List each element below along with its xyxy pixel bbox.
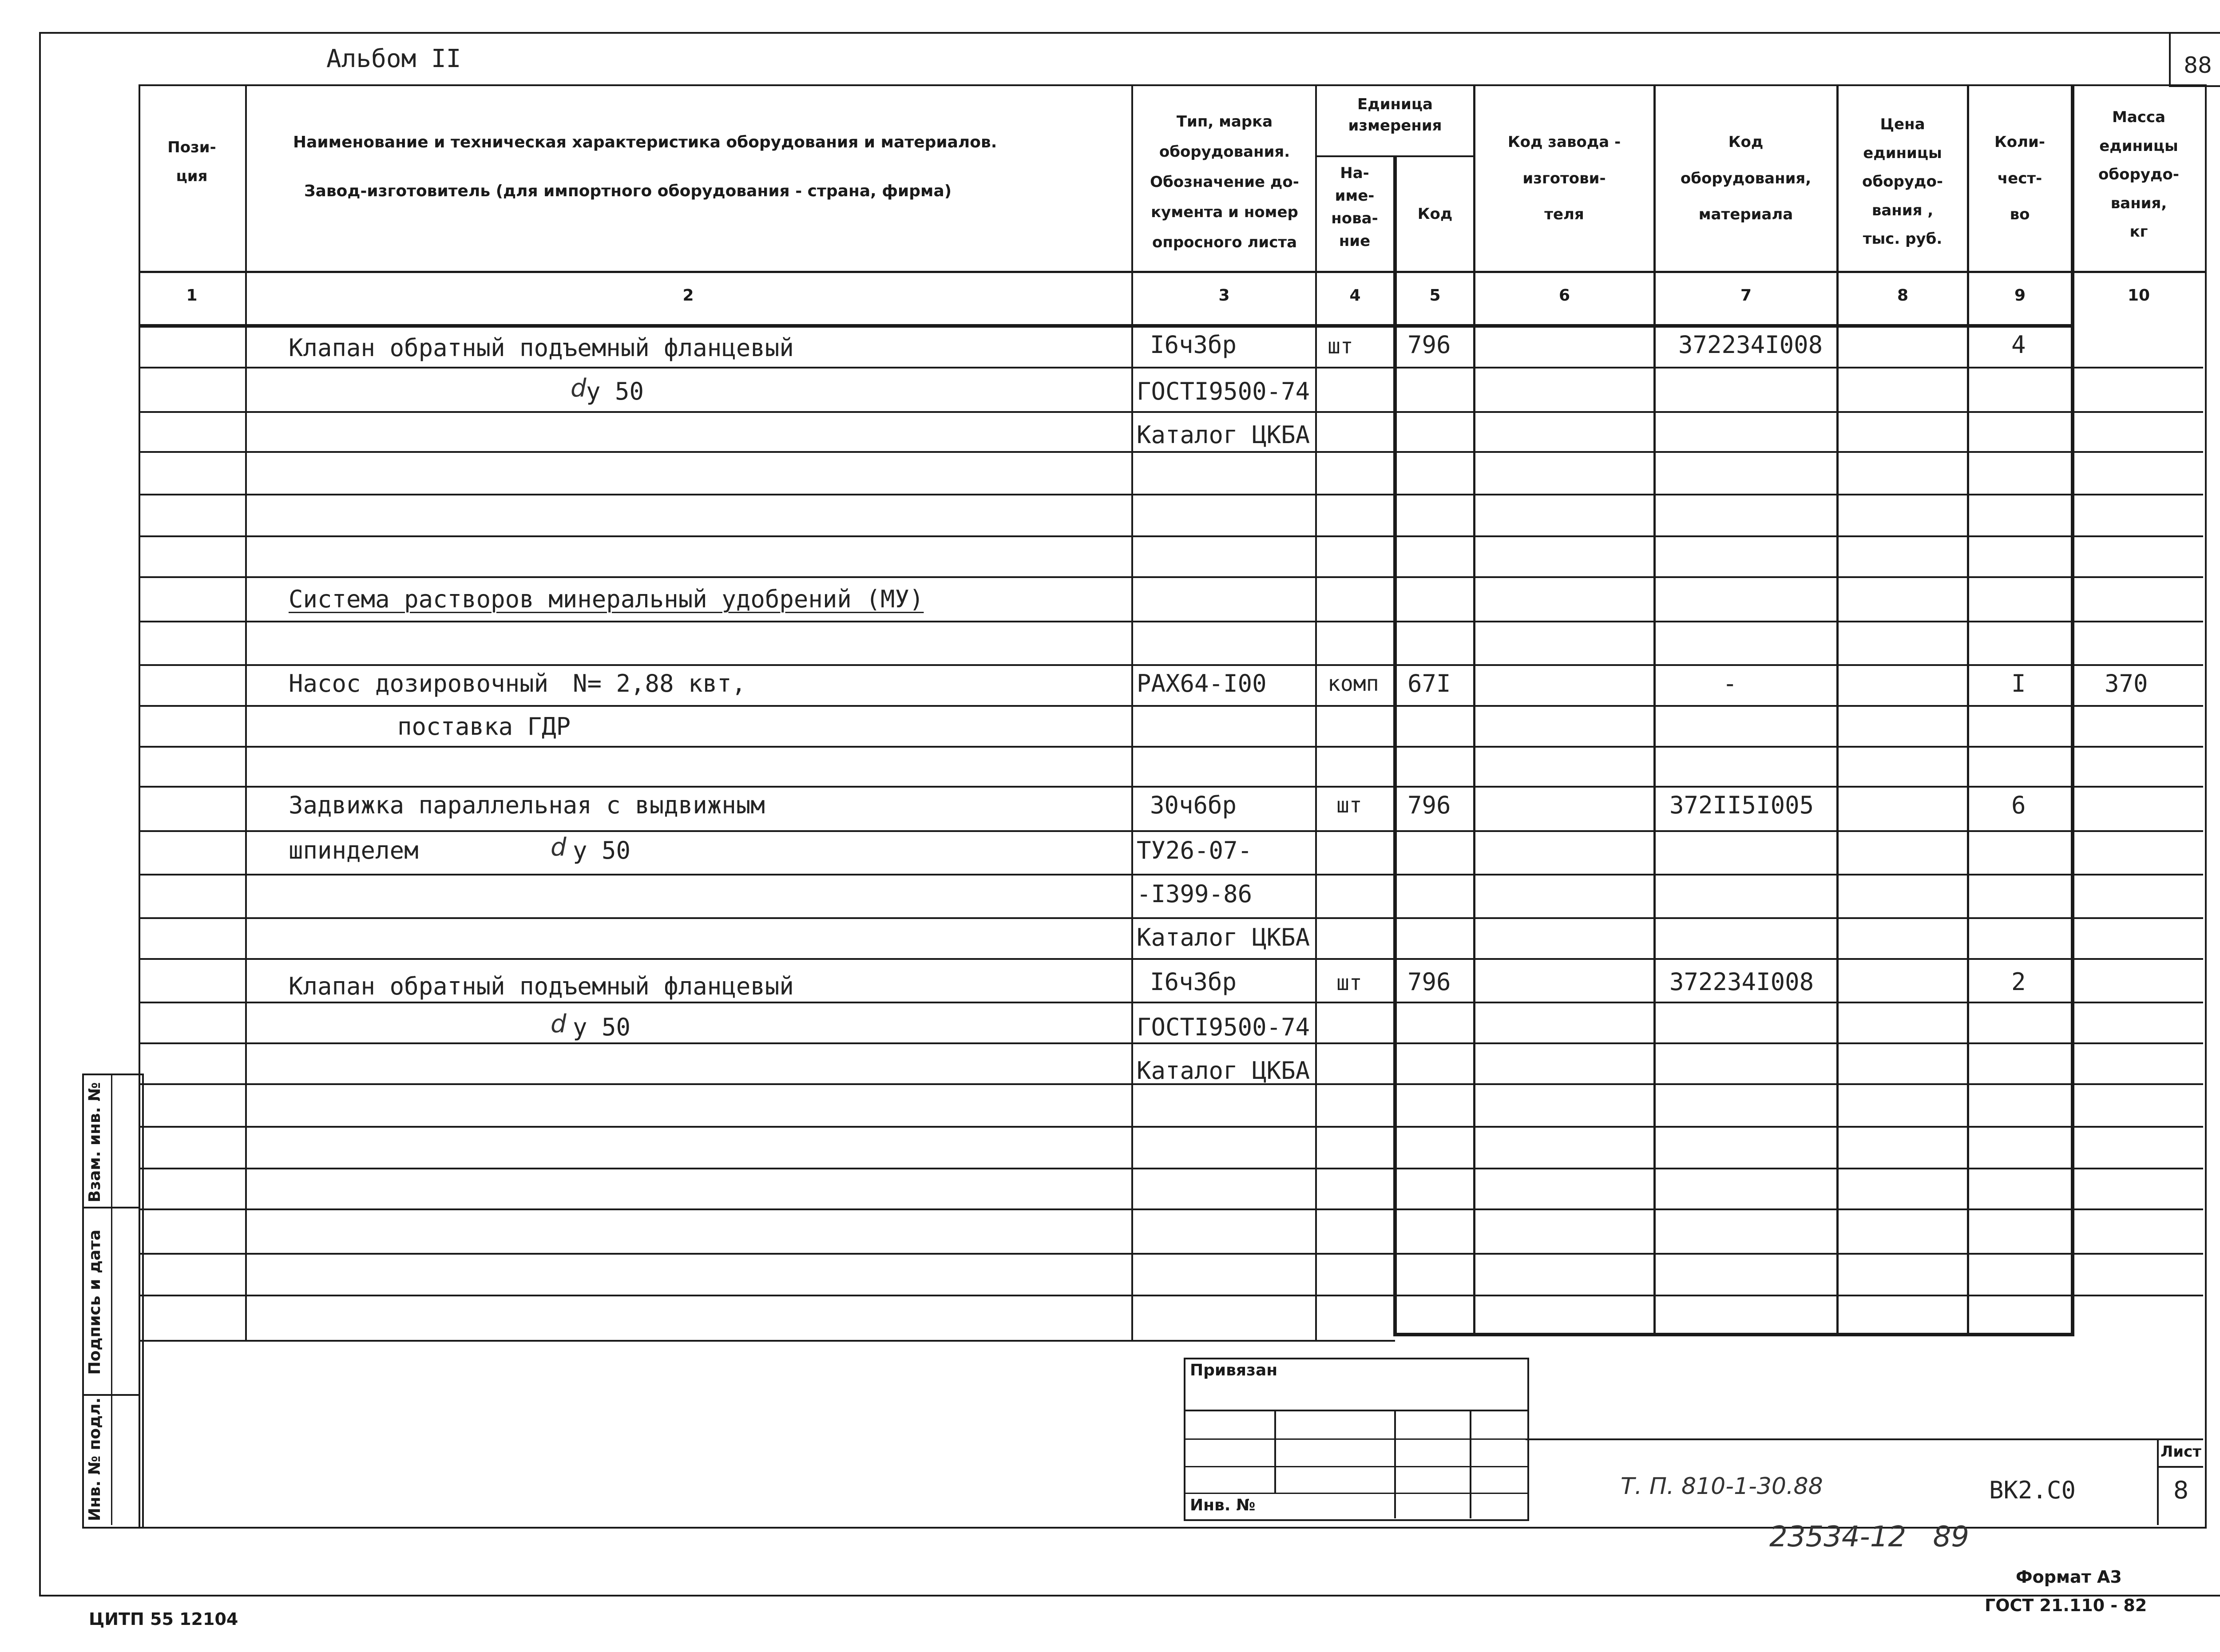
row3-type2: ТУ26-07- [1137, 836, 1253, 864]
stamp-tp: Т. П. 810-1-30.88 [1621, 1473, 1823, 1500]
row-line [139, 1295, 2203, 1296]
row-line [139, 367, 2203, 368]
stamp-doc: ВК2.С0 [1989, 1476, 2076, 1504]
stamp-vline [1274, 1410, 1276, 1494]
handwritten-number: 23534-12 89 [1769, 1521, 1969, 1553]
citp-label: ЦИТП 55 12104 [89, 1609, 238, 1629]
rows-bottom [139, 1340, 1395, 1342]
header-qty: Коли- чест- во [1994, 133, 2045, 224]
row-line [139, 621, 2203, 622]
row2-mass: 370 [2105, 670, 2148, 697]
colnum-2: 2 [682, 286, 694, 305]
row3-equip-code: 372II5I005 [1669, 791, 1814, 819]
stamp-list-number: 8 [2173, 1476, 2189, 1504]
colnum-5: 5 [1429, 286, 1441, 305]
row-line [139, 1168, 2203, 1169]
row-line [139, 451, 2203, 453]
row1-qty: 4 [2011, 331, 2026, 359]
row3-name: Задвижка параллельная с выдвижным [289, 791, 765, 819]
header-name-line2: Завод-изготовитель (для импортного оборудования - страна, фирма) [304, 182, 952, 200]
row4-type: I6ч3бр [1150, 968, 1237, 996]
header-price: Цена единицы оборудо- вания , тыс. руб. [1862, 115, 1943, 248]
colnum-8: 8 [1897, 286, 1909, 305]
row-line [139, 958, 2203, 960]
header-type: Тип, марка оборудования. Обозначение до- кумента и номер опросного листа [1150, 113, 1299, 251]
format-label: Формат А3 [2016, 1567, 2122, 1587]
header-pos: Пози- ция [167, 139, 216, 185]
row3-line2: шпинделем [289, 836, 419, 864]
row2-power: N= 2,88 квт, [573, 670, 746, 697]
row3-dy-symbol: d [551, 833, 567, 862]
row4-qty: 2 [2011, 968, 2026, 996]
row2-name: Насос дозировочный [289, 670, 549, 697]
row1-equip-code: 372234I008 [1678, 331, 1823, 359]
titleblock-top [1526, 1438, 2203, 1440]
row1-code: 796 [1407, 331, 1451, 359]
colnum-10: 10 [2127, 286, 2150, 305]
row1-type: I6ч3бр [1150, 331, 1237, 359]
row2-type: РАХ64-I00 [1137, 670, 1267, 697]
row-line [139, 1002, 2203, 1003]
row-line [139, 1126, 2203, 1128]
row3-qty: 6 [2011, 791, 2026, 819]
row-line [139, 1208, 2203, 1210]
gost-label: ГОСТ 21.110 - 82 [1985, 1596, 2147, 1615]
row-line [139, 576, 2203, 578]
unit-subheader-line [1315, 155, 1475, 157]
row4-type3: Каталог ЦКБА [1137, 1057, 1310, 1085]
list-box-mid [2157, 1466, 2203, 1468]
header-equip-code: Код оборудования, материала [1680, 133, 1812, 224]
row-line [139, 1042, 2203, 1044]
row1-unit: шт [1328, 334, 1353, 359]
row-line [139, 874, 2203, 876]
row2-equip-code: - [1723, 670, 1737, 697]
colnum-7: 7 [1740, 286, 1752, 305]
stamp-line [1184, 1438, 1527, 1440]
stamp-line [1184, 1493, 1527, 1494]
section-title: Система растворов минеральный удобрений (МУ) [289, 585, 924, 613]
stamp-line [1184, 1410, 1527, 1411]
colnum-6: 6 [1558, 286, 1570, 305]
row2-code: 67I [1407, 670, 1451, 697]
row4-dy-value: у 50 [573, 1013, 631, 1041]
row4-equip-code: 372234I008 [1669, 968, 1814, 996]
header-plant-code: Код завода - изготови- теля [1507, 133, 1621, 224]
row2-line2: поставка ГДР [397, 713, 571, 741]
row3-unit: шт [1336, 793, 1362, 818]
stamp-vline [1470, 1410, 1471, 1518]
row-line [139, 664, 2203, 666]
colnum-9: 9 [2014, 286, 2026, 305]
bold-bottom [1393, 1333, 2074, 1336]
stamp-vline [1394, 1410, 1396, 1518]
header-unit-name: На- име- нова- ние [1331, 164, 1378, 250]
side-label-podpis: Подпись и дата [86, 1229, 104, 1375]
row-line [139, 746, 2203, 748]
row-line [139, 1253, 2203, 1255]
row-line [139, 411, 2203, 413]
row-line [139, 917, 2203, 919]
page-corner-number: 88 [2184, 52, 2212, 78]
header-mass: Масса единицы оборудо- вания, кг [2098, 108, 2179, 241]
side-label-vzam: Взам. инв. № [86, 1082, 104, 1203]
row1-dy-value: у 50 [586, 377, 644, 405]
row-line [139, 494, 2203, 495]
row4-unit: шт [1336, 971, 1362, 995]
row3-type4: Каталог ЦКБА [1137, 923, 1310, 951]
row1-name: Клапан обратный подъемный фланцевый [289, 334, 794, 362]
row-line [139, 705, 2203, 707]
row3-type3: -I399-86 [1137, 880, 1253, 908]
side-label-inv: Инв. № подл. [86, 1397, 104, 1521]
colnum-4: 4 [1349, 286, 1361, 305]
header-bottom [139, 271, 2205, 273]
stamp-inv-no: Инв. № [1190, 1496, 1256, 1514]
colnum-3: 3 [1218, 286, 1230, 305]
row3-code: 796 [1407, 791, 1451, 819]
header-unit-group: Единица измерения [1348, 95, 1442, 135]
header-unit-code: Код [1417, 205, 1453, 223]
stamp-list-label: Лист [2161, 1443, 2201, 1461]
row1-dy-symbol: d [571, 374, 587, 403]
stamp-line [1184, 1466, 1527, 1467]
row2-qty: I [2011, 670, 2026, 697]
row3-type: 30ч6бр [1150, 791, 1237, 819]
row4-name: Клапан обратный подъемный фланцевый [289, 972, 794, 1000]
row3-dy-value: у 50 [573, 836, 631, 864]
row-line [139, 535, 2203, 537]
row4-type2: ГОСТI9500-74 [1137, 1013, 1310, 1041]
album-title: Альбом II [326, 44, 461, 73]
row2-unit: комп [1328, 671, 1379, 696]
colnum-bottom [139, 324, 2074, 328]
stamp-privyazan: Привязан [1190, 1361, 1278, 1379]
row4-dy-symbol: d [551, 1010, 567, 1038]
side-stamp-inner [111, 1074, 112, 1525]
row-line [139, 830, 2203, 832]
row1-type2: ГОСТI9500-74 [1137, 377, 1310, 405]
row-line [139, 786, 2203, 788]
colnum-1: 1 [186, 286, 198, 305]
header-name-line1: Наименование и техническая характеристика оборудования и материалов. [293, 133, 997, 151]
row4-code: 796 [1407, 968, 1451, 996]
row1-type3: Каталог ЦКБА [1137, 421, 1310, 449]
